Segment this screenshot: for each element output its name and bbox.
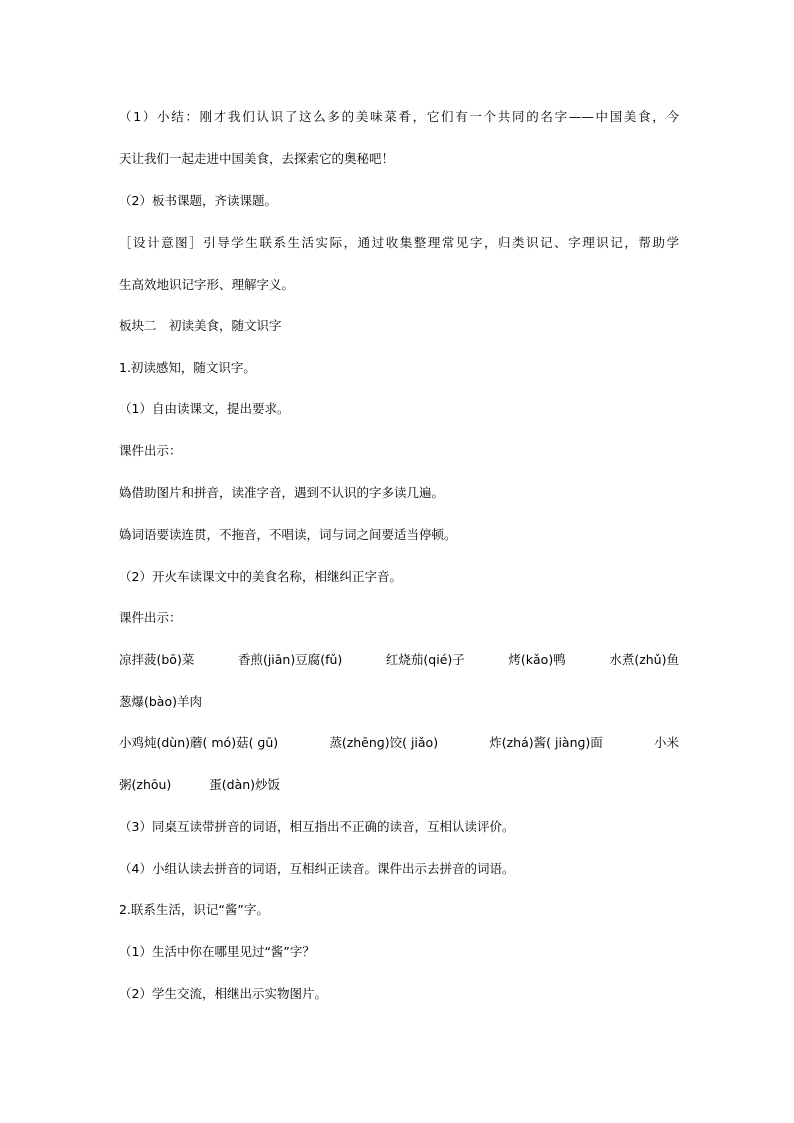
courseware-label-1: 课件出示： xyxy=(119,443,182,458)
word-item: 烤(kǎo)鸭 xyxy=(508,652,566,667)
word-item: 蒸(zhēnɡ)饺( jiǎo) xyxy=(329,735,439,750)
word-item: 凉拌菠(bō)菜 xyxy=(119,652,195,667)
word-item: 小鸡炖(dùn)蘑( mó)菇( ɡū) xyxy=(119,735,279,750)
paragraph-line-6: （3）同桌互读带拼音的词语，相互指出不正确的读音，互相认读评价。 xyxy=(119,819,515,834)
design-intent-line-1: ［设计意图］引导学生联系生活实际，通过收集整理常见字，归类识记、字理识记，帮助学 xyxy=(119,235,679,250)
word-item: 炸(zhá)酱( jiànɡ)面 xyxy=(489,735,603,750)
subsection-heading-2: 2.联系生活，识记“酱”字。 xyxy=(119,902,269,917)
word-item: 葱爆(bào)羊肉 xyxy=(119,694,202,709)
paragraph-line-9: （2）学生交流，相继出示实物图片。 xyxy=(119,986,327,1001)
paragraph-line-7: （4）小组认读去拼音的词语，互相纠正读音。课件出示去拼音的词语。 xyxy=(119,861,515,876)
paragraph-line-1: （1）小结：刚才我们认识了这么多的美味菜肴，它们有一个共同的名字——中国美食，今 xyxy=(119,109,679,124)
word-item: 蛋(dàn)炒饭 xyxy=(209,777,281,792)
word-item: 小米 xyxy=(653,735,679,750)
paragraph-line-4: （1）自由读课文，提出要求。 xyxy=(119,401,290,416)
word-item: 水煮(zhǔ)鱼 xyxy=(609,652,679,667)
courseware-label-2: 课件出示： xyxy=(119,610,182,625)
word-row-4 xyxy=(119,777,679,793)
paragraph-line-3: （2）板书课题，齐读课题。 xyxy=(119,193,277,208)
word-row-2 xyxy=(119,694,679,710)
instruction-line-2: 媯词语要读连贯，不拖音，不唱读，词与词之间要适当停顿。 xyxy=(119,527,457,542)
paragraph-line-8: （1）生活中你在哪里见过“酱”字？ xyxy=(119,944,315,959)
word-item: 粥(zhōu) xyxy=(119,777,172,792)
word-item: 红烧茄(qié)子 xyxy=(385,652,465,667)
instruction-line-1: 媯借助图片和拼音，读准字音，遇到不认识的字多读几遍。 xyxy=(119,485,445,500)
paragraph-line-2: 天让我们一起走进中国美食，去探索它的奥秘吧！ xyxy=(119,151,395,166)
word-item: 香煎(jiān)豆腐(fǔ) xyxy=(237,652,343,667)
design-intent-line-2: 生高效地识记字形、理解字义。 xyxy=(119,277,295,292)
paragraph-line-5: （2）开火车读课文中的美食名称，相继纠正字音。 xyxy=(119,569,402,584)
subsection-heading: 1.初读感知，随文识字。 xyxy=(119,360,256,375)
word-row-1 xyxy=(119,652,679,668)
word-row-3 xyxy=(119,735,679,751)
section-heading: 板块二 初读美食，随文识字 xyxy=(119,318,282,333)
